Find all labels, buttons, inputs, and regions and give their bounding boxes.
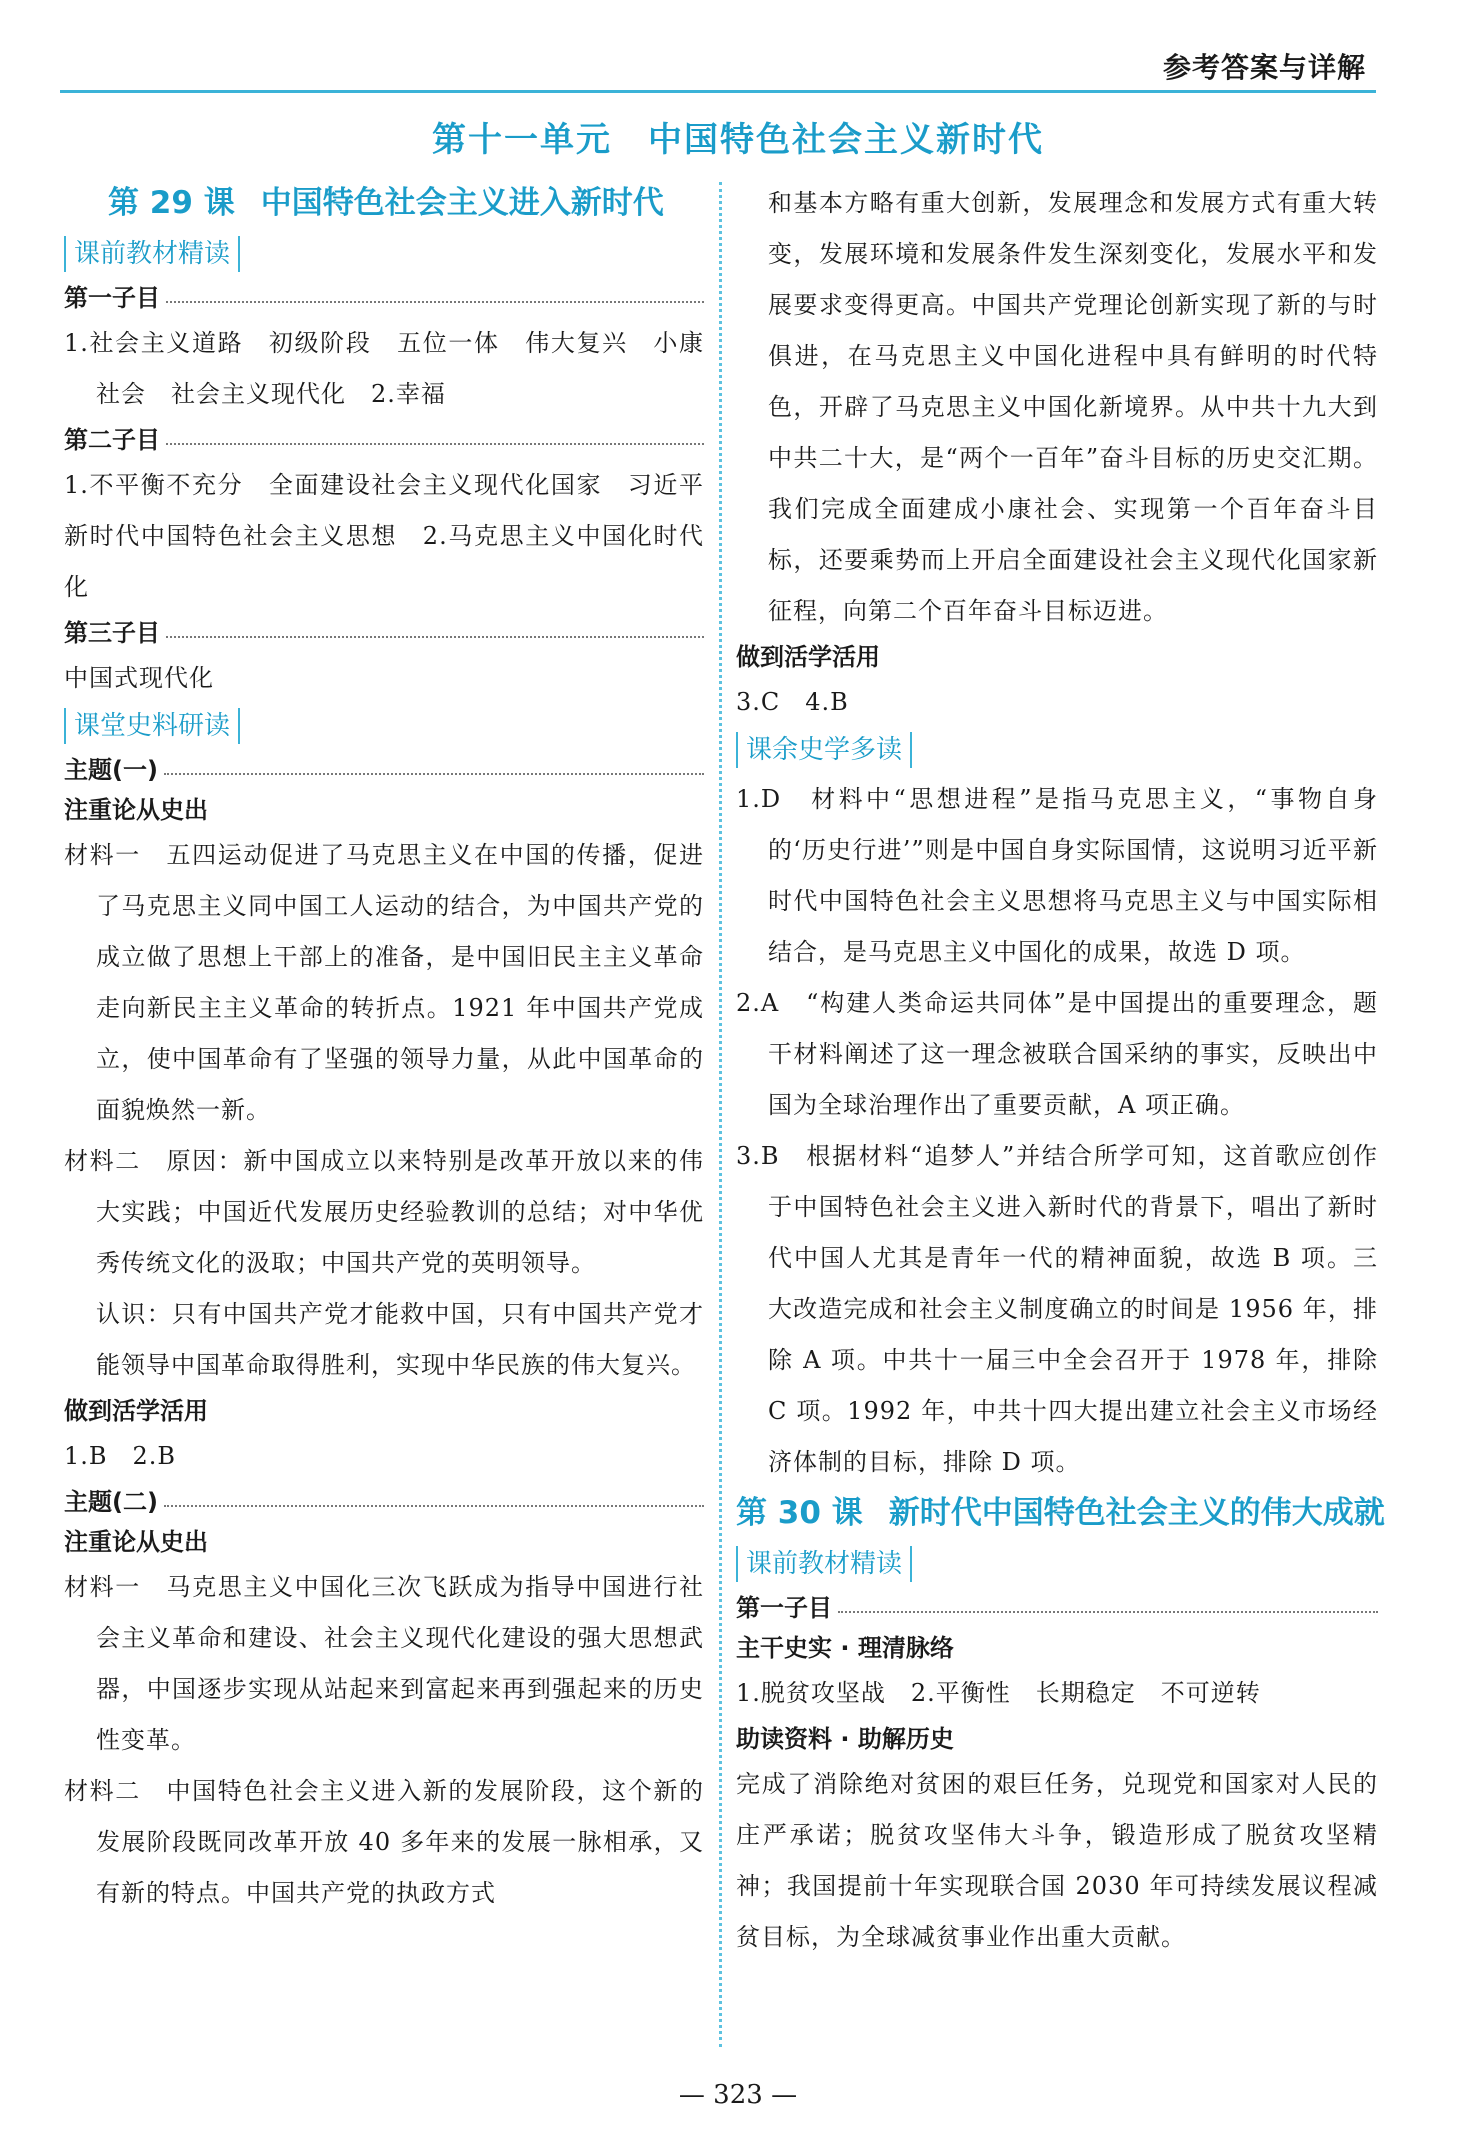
- subsection-heading: 第一子目: [736, 1588, 1378, 1628]
- answer-text: 1.社会主义道路 初级阶段 五位一体 伟大复兴 小康社会 社会主义现代化 2.幸福: [64, 329, 704, 408]
- lesson-number: 第 30 课: [736, 1495, 863, 1531]
- section-label: 课余史学多读: [736, 732, 912, 768]
- section-label: 课堂史料研读: [64, 708, 240, 744]
- material-paragraph: 材料一 五四运动促进了马克思主义在中国的传播，促进了马克思主义同中国工人运动的结合，为中国共产党的成立做了思想上干部上的准备，是中国旧民主主义革命走向新民主主义革命的转折点。1921 年中国共产党成立，使中国革命有了坚强的领导力量，从此中国革命的面貌焕然一新。: [64, 841, 704, 1124]
- material-paragraph: 材料二 中国特色社会主义进入新的发展阶段，这个新的发展阶段既同改革开放 40 多年来的发展一脉相承，又有新的特点。中国共产党的执政方式: [64, 1777, 704, 1907]
- theme-heading: 主题(一): [64, 750, 704, 790]
- answer-text: 1.脱贫攻坚战 2.平衡性 长期稳定 不可逆转: [736, 1679, 1261, 1707]
- answer-explanation: 2.A “构建人类命运共同体”是中国提出的重要理念，题干材料阐述了这一理念被联合国采纳的事实，反映出中国为全球治理作出了重要贡献，A 项正确。: [736, 989, 1378, 1119]
- running-header: 参考答案与详解: [1162, 51, 1366, 84]
- theme-subheading: 注重论从史出: [64, 796, 208, 824]
- subsection-heading: 第二子目: [64, 420, 704, 460]
- answer-text: 完成了消除绝对贫困的艰巨任务，兑现党和国家对人民的庄严承诺；脱贫攻坚伟大斗争，锻造形成了脱贫攻坚精神；我国提前十年实现联合国 2030 年可持续发展议程减贫目标，为全球减贫事业作出重大贡献。: [736, 1770, 1378, 1951]
- unit-title: 第十一单元 中国特色社会主义新时代: [432, 120, 1044, 160]
- material-paragraph: 和基本方略有重大创新，发展理念和发展方式有重大转变，发展环境和发展条件发生深刻变化，发展水平和发展要求变得更高。中国共产党理论创新实现了新的与时俱进，在马克思主义中国化进程中具有鲜明的时代特色，开辟了马克思主义中国化新境界。从中共十九大到中共二十大，是“两个一百年”奋斗目标的历史交汇期。我们完成全面建成小康社会、实现第一个百年奋斗目标，还要乘势而上开启全面建设社会主义现代化国家新征程，向第二个百年奋斗目标迈进。: [768, 189, 1378, 625]
- lesson-number: 第 29 课: [108, 185, 235, 221]
- material-paragraph: 材料一 马克思主义中国化三次飞跃成为指导中国进行社会主义革命和建设、社会主义现代化建设的强大思想武器，中国逐步实现从站起来到富起来再到强起来的历史性变革。: [64, 1573, 704, 1754]
- answer-text: 中国式现代化: [64, 664, 214, 692]
- lesson-30-title: [736, 1488, 1385, 1538]
- left-column: [64, 178, 704, 1919]
- subsection-subheading: 助读资料 · 助解历史: [736, 1725, 954, 1753]
- subsection-subheading: 主干史实 · 理清脉络: [736, 1634, 954, 1662]
- answer-explanation: 3.B 根据材料“追梦人”并结合所学可知，这首歌应创作于中国特色社会主义进入新时代的背景下，唱出了新时代中国人尤其是青年一代的精神面貌，故选 B 项。三大改造完成和社会主义制度确立的时间是 1956 年，排除 A 项。中共十一届三中全会召开于 1978 年，排除 C 项。1992 年，中共十四大提出建立社会主义市场经济体制的目标，排除 D 项。: [736, 1142, 1378, 1476]
- subsection-heading: 第三子目: [64, 613, 704, 653]
- lesson-29-title: [64, 178, 704, 228]
- subsection-heading: 第一子目: [64, 278, 704, 318]
- theme-heading: 主题(二): [64, 1482, 704, 1522]
- lesson-name: 中国特色社会主义进入新时代: [260, 185, 664, 221]
- practice-answers: 1.B 2.B: [64, 1442, 177, 1470]
- lesson-name: 新时代中国特色社会主义的伟大成就: [888, 1495, 1385, 1531]
- practice-answers: 3.C 4.B: [736, 688, 849, 716]
- answer-explanation: 1.D 材料中“思想进程”是指马克思主义，“事物自身的‘历史行进’”则是中国自身实际国情，这说明习近平新时代中国特色社会主义思想将马克思主义与中国实际相结合，是马克思主义中国化的成果，故选 D 项。: [736, 785, 1378, 966]
- material-paragraph: 认识：只有中国共产党才能救中国，只有中国共产党才能领导中国革命取得胜利，实现中华民族的伟大复兴。: [96, 1300, 704, 1379]
- practice-heading: 做到活学活用: [64, 1397, 208, 1425]
- page-number: — 323 —: [678, 2080, 798, 2110]
- practice-heading: 做到活学活用: [736, 643, 880, 671]
- header-rule: [60, 90, 1376, 93]
- right-column: [736, 178, 1385, 1963]
- section-label: 课前教材精读: [736, 1546, 912, 1582]
- theme-subheading: 注重论从史出: [64, 1528, 208, 1556]
- answer-text: 1.不平衡不充分 全面建设社会主义现代化国家 习近平新时代中国特色社会主义思想 2.马克思主义中国化时代化: [64, 471, 704, 601]
- section-label: 课前教材精读: [64, 236, 240, 272]
- material-paragraph: 材料二 原因：新中国成立以来特别是改革开放以来的伟大实践；中国近代发展历史经验教训的总结；对中华优秀传统文化的汲取；中国共产党的英明领导。: [64, 1147, 704, 1277]
- column-divider: [719, 182, 722, 2047]
